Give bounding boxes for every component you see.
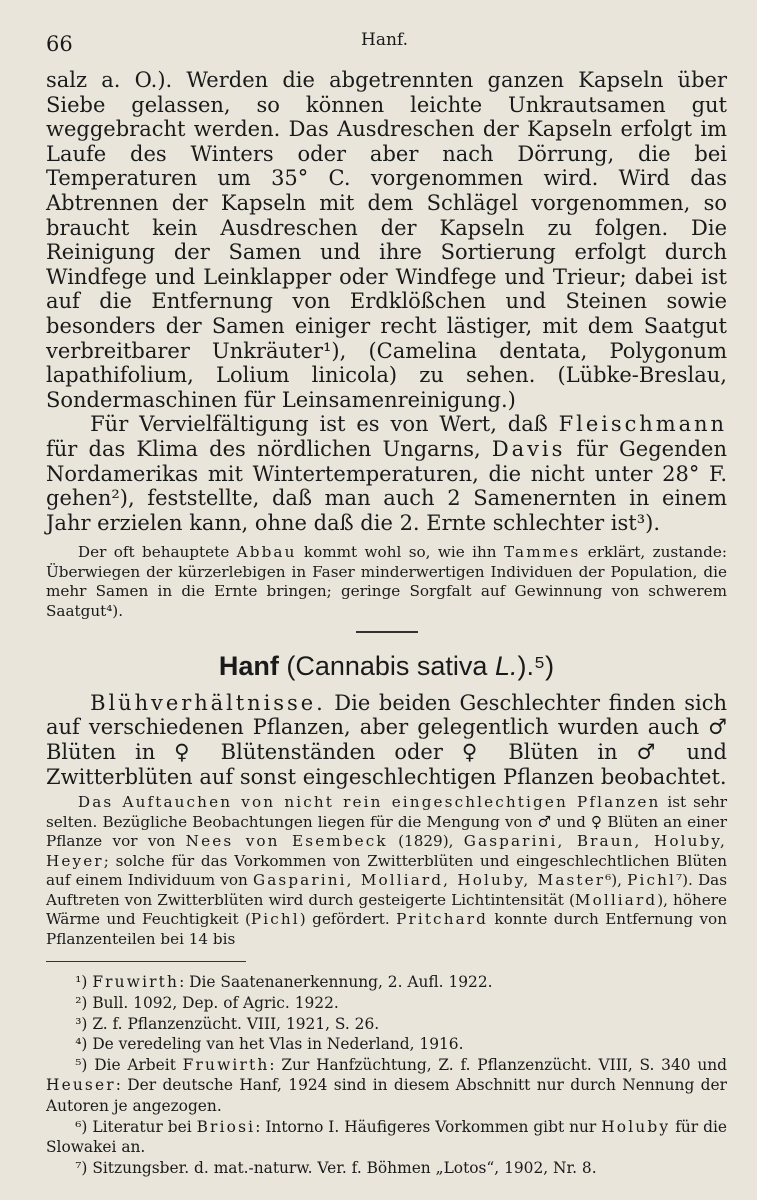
author-name: Fleischmann (558, 412, 727, 437)
text-run: kommt wohl so, wie ihn (296, 543, 504, 562)
author-name: Gasparini, Braun, Holuby, Heyer (46, 832, 727, 870)
footnote-3: ³) Z. f. Pflanzenzücht. VIII, 1921, S. 26. (75, 1014, 380, 1033)
text-run: Der oft behauptete (77, 543, 237, 562)
text-run: (1829), (387, 832, 464, 851)
subheading-lead: Blühverhältnisse. (90, 690, 326, 715)
author-name: Pritchard (396, 910, 489, 929)
term-abbau: Abbau (236, 543, 297, 562)
footnote-mark: ¹) (75, 973, 93, 992)
text-run: ⁷). Das Auftreten von Zwitterblüten wird durch gesteigerte Lichtintensität ( (46, 871, 728, 909)
text-run: Die beiden Geschlechter finden sich auf verschiedenen Pflanzen, aber gelegentlich wurden auch ♂ Blüten in ♀ Blütenständen oder ♀ Blüten in ♂ und Zwitterblüten auf sonst eingeschlechtigen Pflanzen beobachtet. (46, 690, 727, 789)
footnote-5 (46, 1055, 727, 1117)
author-name: Pichl (250, 910, 300, 929)
author-name: Pichl (627, 871, 677, 890)
text-run: ⁶), (605, 871, 628, 890)
text-run: für Gegenden Nordamerikas mit Wintertemperaturen, die nicht unter 28° F. gehen²), feststellte, daß man auch 2 Samenernten in einem Jahr erzielen kann, ohne daß die 2. Ernte schlechter ist³). (46, 436, 727, 535)
text-run: konnte durch Entfernung von Pflanzenteilen bei 14 bis (46, 910, 727, 948)
footnote-4: ⁴) De veredeling van het Vlas in Nederland, 1916. (75, 1035, 464, 1054)
footnote-mark: ⁶) Literatur bei (75, 1117, 197, 1136)
heading-hanf: Hanf (218, 650, 279, 681)
author-name: Nees von Esembeck (185, 832, 388, 851)
author-name: Davis (491, 436, 566, 461)
paragraph-propagation (46, 412, 727, 535)
text-run: : Intorno I. Häufigeres Vorkommen gibt nur (255, 1117, 602, 1136)
author-name: Fruwirth (92, 973, 180, 992)
heading-latin: (Cannabis sativa (278, 650, 495, 681)
paragraph-flax-cleaning: salz a. O.). Werden die abgetrennten ganzen Kapseln über Siebe gelassen, so können leichte Unkrautsamen gut weggebracht werden. Das Ausdreschen der Kapseln erfolgt im Laufe des Winters oder aber nach Dörrung, die bei Temperaturen um 35° C. vorgenommen wird. Wird das Abtrennen der Kapseln mit dem Schlägel vorgenommen, so braucht kein Ausdreschen der Kapseln zu folgen. Die Reinigung der Samen und ihre Sortierung erfolgt durch Windfege und Leinklapper oder Windfege und Trieur; dabei ist auf die Entfernung von Erdklößchen und Steinen sowie besonders der Samen einiger recht lästiger, mit dem Saatgut verbreitbarer Unkräuter¹), (Camelina dentata, Polygonum lapathifolium, Lolium linicola) zu sehen. (Lübke-Breslau, Sondermaschinen für Leinsamenreinigung.) (46, 68, 727, 412)
footnote-2: ²) Bull. 1092, Dep. of Agric. 1922. (75, 994, 339, 1013)
text-run: : Zur Hanfzüchtung, Z. f. Pflanzenzücht. VIII, S. 340 und (269, 1055, 728, 1074)
running-head: Hanf. (361, 30, 408, 50)
text-run: für das Klima des nördlichen Ungarns, (46, 436, 492, 461)
text-run: ) gefördert. (299, 910, 397, 929)
section-heading (46, 649, 727, 683)
text-run: Für Vervielfältigung ist es von Wert, daß (90, 412, 559, 437)
section-divider (356, 631, 418, 633)
footnote-divider (46, 961, 246, 962)
heading-author: L. (494, 650, 518, 681)
text-run: für die Slowakei an. (46, 1117, 727, 1157)
author-name: Briosi (196, 1117, 256, 1136)
page-number: 66 (46, 32, 73, 56)
footnote-mark: ⁵) Die Arbeit (75, 1055, 183, 1074)
page-header (46, 24, 723, 56)
author-name: Molliard (574, 890, 658, 909)
page-body (46, 68, 727, 1178)
footnote-6 (46, 1117, 727, 1158)
text-run: ; solche für das Vorkommen von Zwitterblüten und eingeschlechtlichen Blüten auf einem Individuum von (46, 851, 727, 890)
paragraph-abbau-note (46, 543, 727, 621)
author-name: Gasparini, Molliard, Holuby, Master (252, 871, 606, 890)
author-name: Holuby (601, 1117, 671, 1136)
text-lead: Das Auftauchen von nicht rein eingeschlechtigen Pflanzen (77, 793, 661, 812)
text-run: : Die Saatenanerkennung, 2. Aufl. 1922. (179, 973, 493, 992)
author-name: Fruwirth (182, 1055, 270, 1074)
paragraph-observations (46, 793, 727, 949)
text-run: ), höhere Wärme und Feuchtigkeit ( (46, 890, 727, 929)
text-run: erklärt, zustande: Überwiegen der kürzerlebigen in Faser minderwertigen Individuen der Population, die mehr Samen in die Ernte bringen; geringe Sorgfalt auf Gewinnung von schwerem Saatgut⁴). (46, 543, 727, 620)
footnotes (46, 972, 727, 1178)
author-name: Heuser (46, 1076, 116, 1095)
text-run: ist sehr selten. Bezügliche Beobachtungen liegen für die Mengung von ♂ und ♀ Blüten an einer Pflanze vor von (46, 793, 727, 851)
footnote-1 (46, 972, 727, 993)
text-run: : Der deutsche Hanf, 1924 sind in diesem Abschnitt nur durch Nennung der Autoren je angezogen. (46, 1076, 727, 1116)
footnote-7: ⁷) Sitzungsber. d. mat.-naturw. Ver. f. Böhmen „Lotos“, 1902, Nr. 8. (75, 1158, 597, 1177)
heading-end: ).⁵) (517, 650, 555, 681)
author-name: Tammes (503, 543, 581, 562)
paragraph-bluehverhaeltnisse (46, 691, 727, 789)
